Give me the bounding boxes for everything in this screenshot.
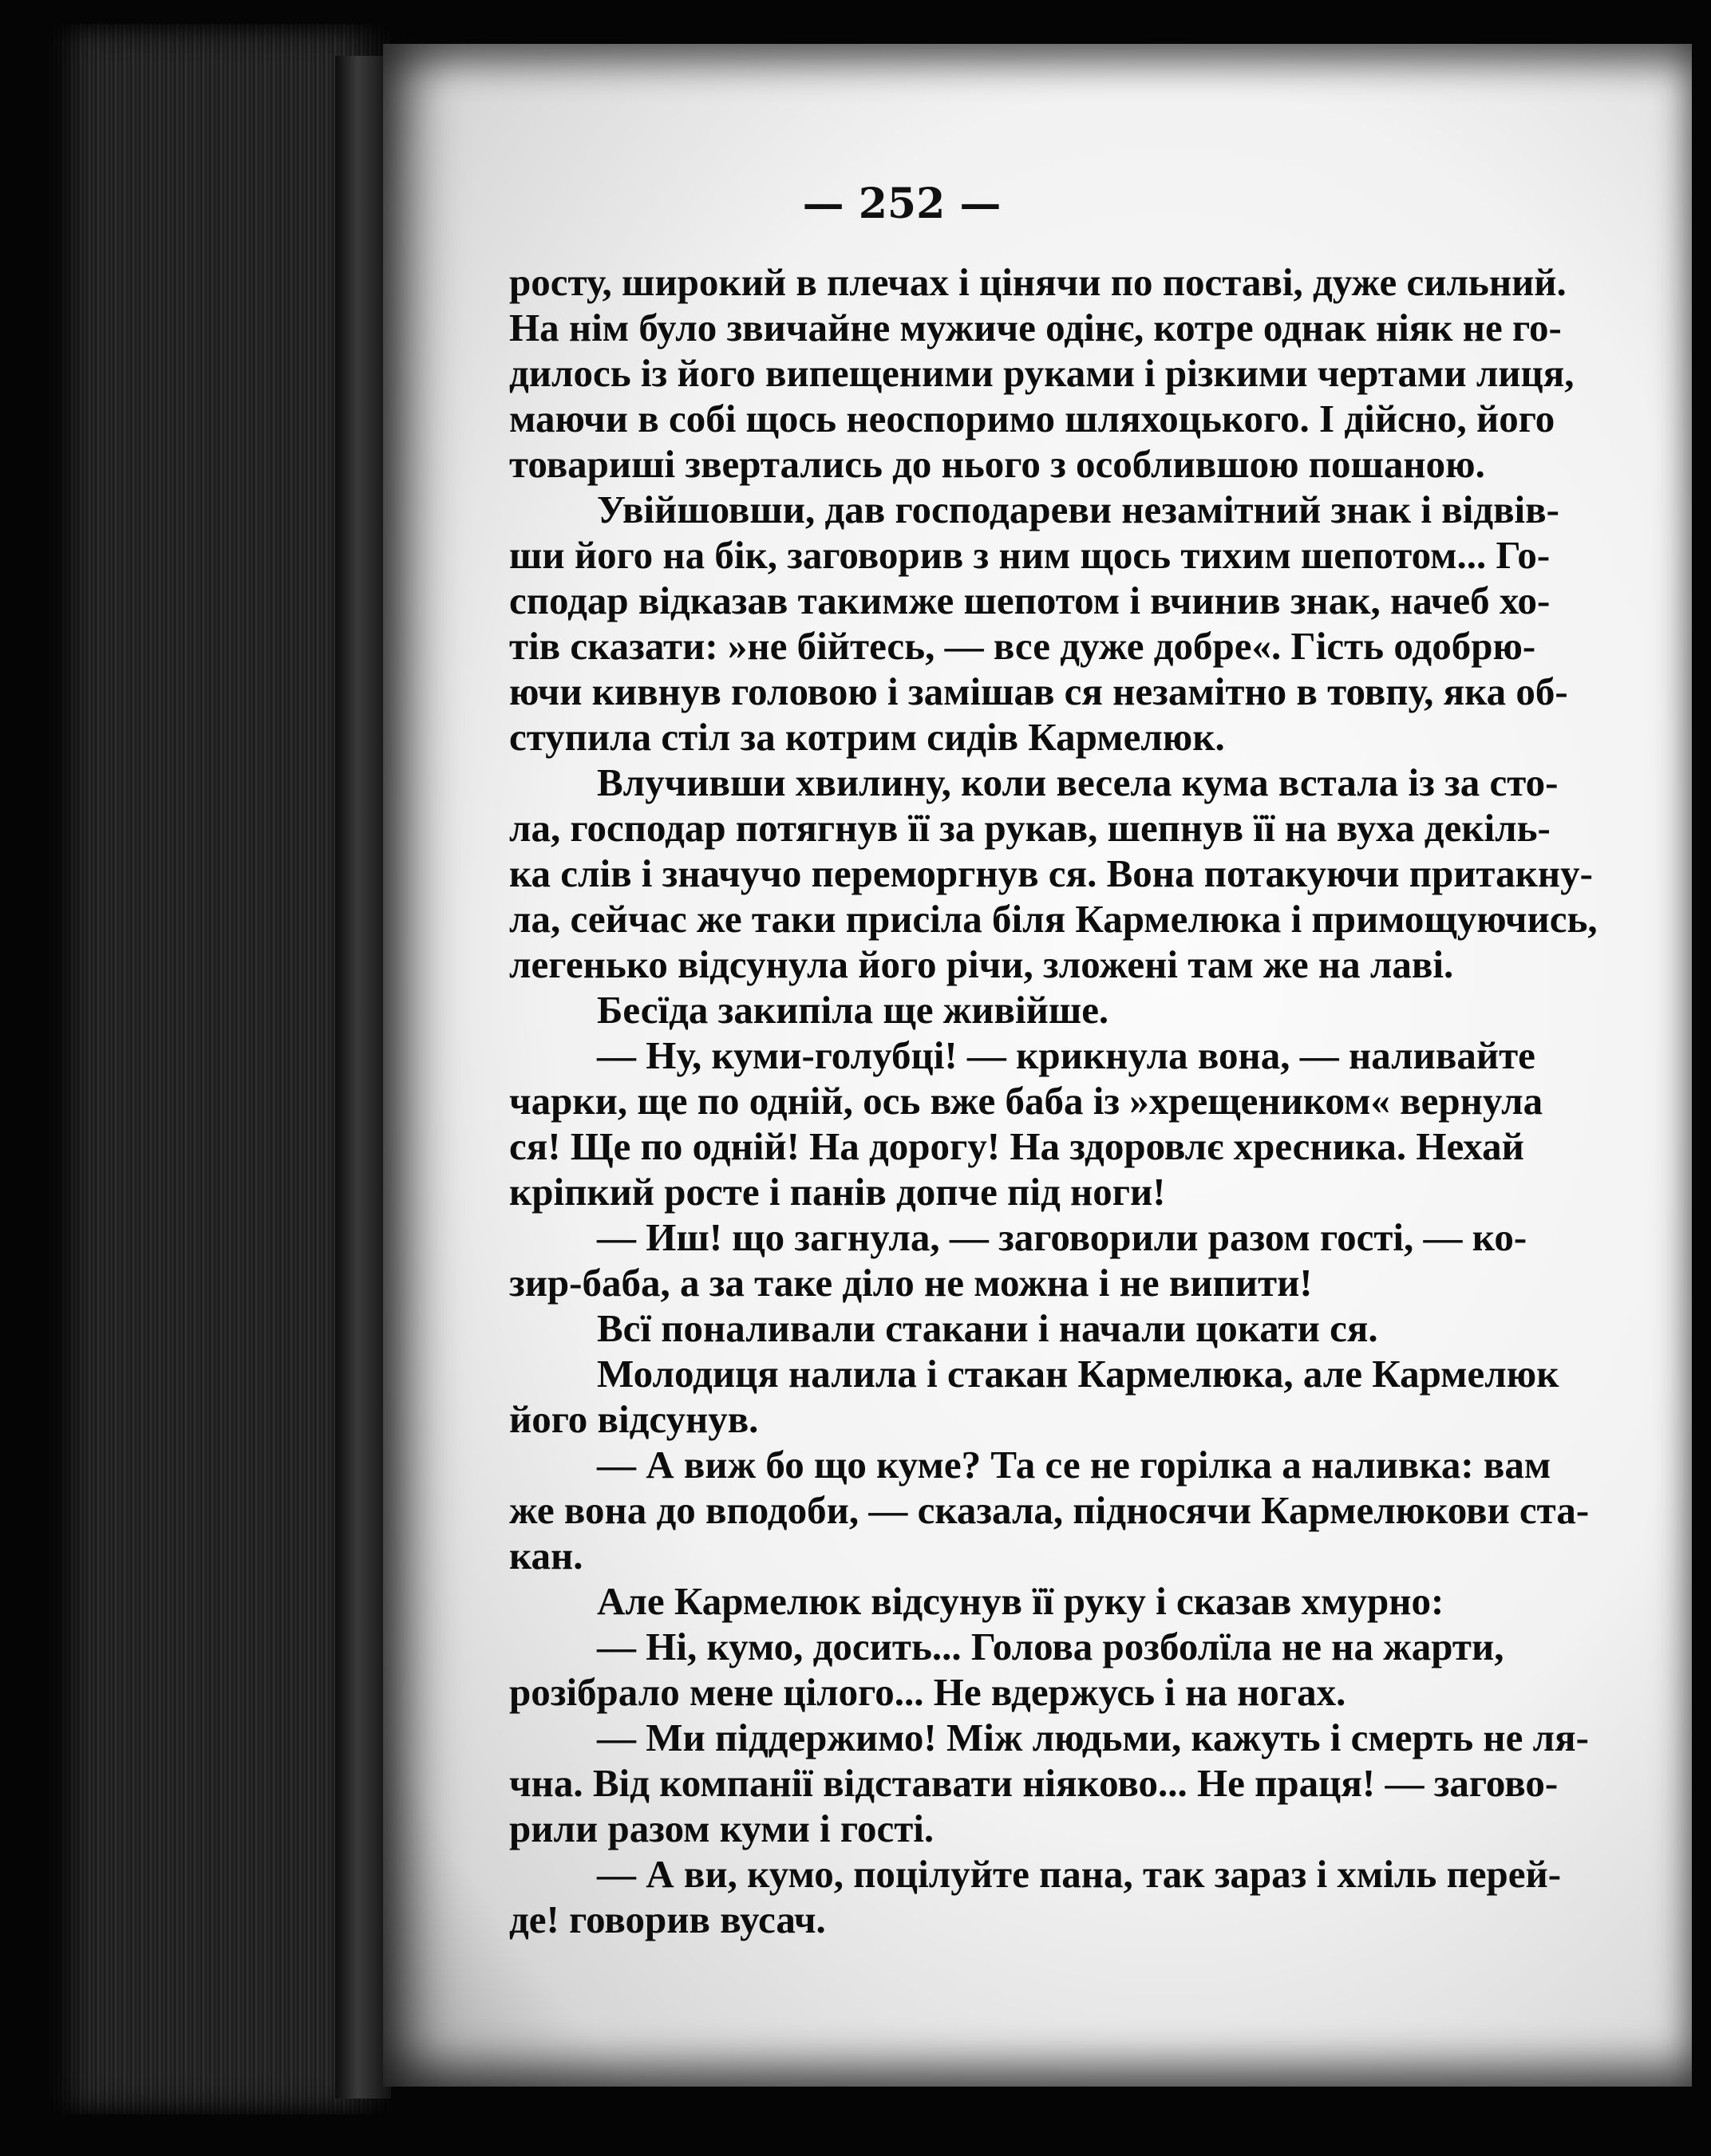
text-line: Молодиця налила і стакан Кармелюка, але Кармелюк xyxy=(597,1352,1559,1396)
text-line: зир-баба, а за таке діло не можна і не випити! xyxy=(509,1261,1313,1305)
text-line: кріпкий росте і панів допче під ноги! xyxy=(509,1170,1166,1214)
text-line: сподар відказав такимже шепотом і вчинив знак, начеб хо- xyxy=(509,578,1551,622)
text-line: — Ну, куми-голубці! — крикнула вона, — наливайте xyxy=(597,1033,1535,1077)
text-line: ка слів і значучо переморгнув ся. Вона потакуючи притакну- xyxy=(509,851,1593,895)
text-line: — А виж бо що куме? Та се не горілка а наливка: вам xyxy=(597,1443,1551,1487)
text-line: маючи в собі щось неоспоримо шляхоцького. І дійсно, його xyxy=(509,397,1555,440)
text-line: — А ви, кумо, поцілуйте пана, так зараз і хміль перей- xyxy=(597,1852,1562,1896)
text-line: дилось із його випещеними руками і різкими чертами лиця, xyxy=(509,351,1575,395)
text-line: ся! Ще по одній! На дорогу! На здоровлє хресника. Нехай xyxy=(509,1124,1524,1168)
page-number: — 252 — xyxy=(802,180,1002,228)
text-line: — Ми піддержимо! Між людьми, кажуть і смерть не ля- xyxy=(597,1716,1589,1759)
text-line: Увійшовши, дав господареви незамітний знак і відвів- xyxy=(597,488,1559,531)
text-line: — Иш! що загнула, — заговорили разом гості, — ко- xyxy=(597,1215,1527,1259)
text-line: На нім було звичайне мужиче одінє, котре однак ніяк не го- xyxy=(509,306,1562,349)
text-line: ступила стіл за котрим сидів Кармелюк. xyxy=(509,715,1225,759)
text-line: ючи кивнув головою і замішав ся незамітно в товпу, яка об- xyxy=(509,669,1568,713)
body-text xyxy=(509,259,1658,1942)
text-line: Бесїда закипіла ще живійше. xyxy=(597,988,1109,1032)
text-line: ши його на бік, заговорив з ним щось тихим шепотом... Го- xyxy=(509,533,1551,577)
text-line: росту, широкий в плечах і цінячи по поставі, дуже сильний. xyxy=(509,260,1567,304)
text-line: же вона до вподоби, — сказала, підносячи Кармелюкови ста- xyxy=(509,1488,1590,1532)
text-line: Влучивши хвилину, коли весела кума встала із за сто- xyxy=(597,760,1559,804)
text-line: його відсунув. xyxy=(509,1397,759,1441)
text-line: Всї поналивали стакани і начали цокати ся. xyxy=(597,1306,1378,1350)
text-line: кан. xyxy=(509,1534,583,1578)
text-line: тів сказати: »не бійтесь, — все дуже добре«. Гість одобрю- xyxy=(509,624,1536,668)
text-line: чарки, ще по одній, ось вже баба із »хрещеником« вернула xyxy=(509,1079,1543,1123)
text-line: рили разом куми і гості. xyxy=(509,1807,935,1850)
text-line: легенько відсунула його річи, зложені там же на лаві. xyxy=(509,942,1454,986)
text-line: — Ні, кумо, досить... Голова розболїла не на жарти, xyxy=(597,1625,1504,1668)
text-line: товариші звертались до нього з особлившою пошаною. xyxy=(509,442,1485,486)
text-line: Але Кармелюк відсунув її руку і сказав хмурно: xyxy=(597,1579,1444,1623)
text-line: ла, господар потягнув її за рукав, шепнув її на вуха декіль- xyxy=(509,806,1551,850)
text-line: чна. Від компанії відставати ніяково... Не праця! — загово- xyxy=(509,1761,1559,1805)
book-page xyxy=(383,44,1692,2087)
text-line: ла, сейчас же таки присіла біля Кармелюка і примощуючись, xyxy=(509,897,1598,941)
text-line: де! говорив вусач. xyxy=(509,1897,826,1941)
text-line: розібрало мене цілого... Не вдержусь і на ногах. xyxy=(509,1670,1346,1714)
